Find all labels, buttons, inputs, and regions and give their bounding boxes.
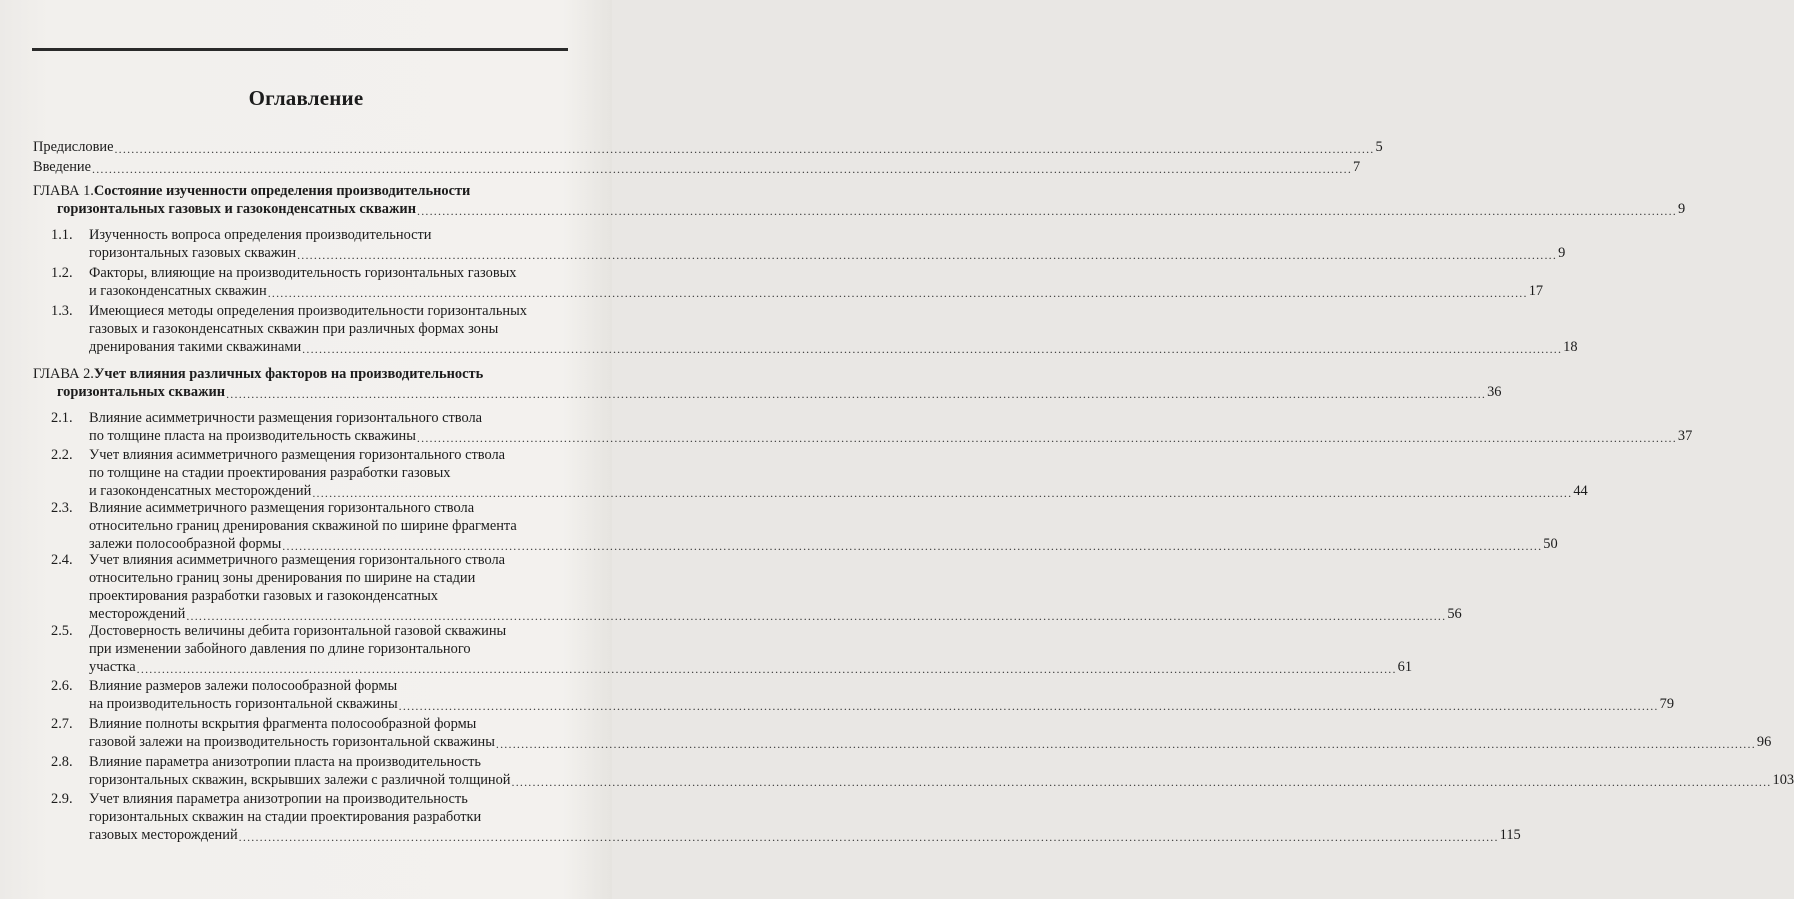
- toc-entry-link[interactable]: [89, 338, 1578, 356]
- page-number: 17: [1528, 283, 1544, 299]
- dot-leader: ............................................................................................................................................................................................................................................................................................................: [398, 699, 1659, 713]
- toc-entry-link[interactable]: [57, 200, 1686, 218]
- toc-entry-line: [33, 365, 483, 383]
- dot-leader: ............................................................................................................................................................................................................................................................................................................: [267, 286, 1528, 300]
- toc-entry-text: Влияние асимметричного размещения горизонтального ствола: [89, 500, 475, 516]
- dot-leader: ............................................................................................................................................................................................................................................................................................................: [417, 204, 1677, 218]
- toc-entry-line: [89, 677, 397, 695]
- toc-entry-text: горизонтальных скважин, вскрывших залежи с различной толщиной: [89, 772, 511, 788]
- dot-leader: ............................................................................................................................................................................................................................................................................................................: [511, 775, 1772, 789]
- dot-leader: ............................................................................................................................................................................................................................................................................................................: [416, 431, 1677, 445]
- toc-entry-line: [89, 808, 481, 826]
- toc-entry-line: [89, 551, 505, 569]
- toc-entry-text: Учет влияния асимметричного размещения горизонтального ствола: [89, 552, 506, 568]
- dot-leader: ............................................................................................................................................................................................................................................................................................................: [186, 609, 1447, 623]
- toc-entry-link[interactable]: [33, 158, 1361, 176]
- toc-entry-line: [89, 264, 516, 282]
- page-number: 18: [1563, 339, 1578, 355]
- toc-entry-link[interactable]: [89, 427, 1693, 445]
- toc-entry-link[interactable]: [89, 282, 1544, 300]
- toc-entry-line: [89, 753, 481, 771]
- toc-entry-line: [89, 464, 450, 482]
- toc-entry-text: горизонтальных скважин: [57, 384, 226, 400]
- toc-entry-text: Влияние параметра анизотропии пласта на производительность: [89, 754, 481, 770]
- toc-entry-line: [89, 409, 482, 427]
- toc-entry-text: и газоконденсатных скважин: [89, 283, 267, 299]
- toc-entry-text: дренирования такими скважинами: [89, 339, 302, 355]
- toc-entry-link[interactable]: [33, 138, 1383, 156]
- toc-entry-text: Учет влияния различных факторов на производительность: [93, 366, 484, 382]
- toc-entry-text: горизонтальных газовых скважин: [89, 245, 297, 261]
- toc-entry-line: [89, 499, 474, 517]
- page-number: 103: [1772, 772, 1794, 788]
- toc-entry-text: горизонтальных газовых и газоконденсатных скважин: [57, 201, 416, 217]
- toc-section-number: 2.9.: [51, 791, 73, 807]
- dot-leader: ............................................................................................................................................................................................................................................................................................................: [495, 737, 1756, 751]
- toc-entry-text: по толщине на стадии проектирования разработки газовых: [89, 465, 451, 481]
- toc-section-number: 1.1.: [51, 227, 73, 243]
- toc-entry-line: [89, 569, 475, 587]
- toc-entry-text: Предисловие: [33, 139, 114, 155]
- toc-entry-text: участка: [89, 659, 136, 675]
- page-number: 96: [1756, 734, 1772, 750]
- page-number: 36: [1487, 384, 1502, 400]
- page-number: 9: [1678, 201, 1686, 217]
- toc-entry-line: [89, 715, 476, 733]
- toc-section-number: 2.7.: [51, 716, 73, 732]
- page-number: 9: [1558, 245, 1566, 261]
- toc-entry-text: проектирования разработки газовых и газоконденсатных: [89, 588, 438, 604]
- toc-entry-line: [89, 517, 517, 535]
- toc-entry-text: и газоконденсатных месторождений: [89, 483, 312, 499]
- toc-section-number: 2.6.: [51, 678, 73, 694]
- dot-leader: ............................................................................................................................................................................................................................................................................................................: [238, 830, 1499, 844]
- dot-leader: ............................................................................................................................................................................................................................................................................................................: [114, 142, 1375, 156]
- page-number: 50: [1543, 536, 1558, 552]
- dot-leader: ............................................................................................................................................................................................................................................................................................................: [92, 162, 1353, 176]
- page-number: 5: [1375, 139, 1383, 155]
- page-number: 79: [1659, 696, 1675, 712]
- toc-entry-text: горизонтальных скважин на стадии проектирования разработки: [89, 809, 482, 825]
- toc-entry-line: [89, 226, 432, 244]
- dot-leader: ............................................................................................................................................................................................................................................................................................................: [136, 662, 1397, 676]
- dot-leader: ............................................................................................................................................................................................................................................................................................................: [302, 342, 1563, 356]
- toc-entry-link[interactable]: [89, 733, 1772, 751]
- toc-section-number: 2.3.: [51, 500, 73, 516]
- toc-entry-text: по толщине пласта на производительность скважины: [89, 428, 416, 444]
- toc-entry-text: Состояние изученности определения производительности: [93, 183, 471, 199]
- page-number: 37: [1677, 428, 1693, 444]
- page-number: 115: [1499, 827, 1521, 843]
- chapter-prefix: ГЛАВА 1.: [33, 183, 94, 199]
- toc-section-number: 1.2.: [51, 265, 73, 281]
- toc-entry-line: [33, 182, 470, 200]
- toc-entry-text: на производительность горизонтальной скважины: [89, 696, 398, 712]
- toc-entry-link[interactable]: [89, 658, 1413, 676]
- toc-entry-link[interactable]: [89, 244, 1566, 262]
- toc-entry-text: Влияние полноты вскрытия фрагмента полосообразной формы: [89, 716, 477, 732]
- toc-entry-link[interactable]: [89, 482, 1588, 500]
- toc-entry-line: [89, 302, 527, 320]
- toc-entry-line: [89, 446, 505, 464]
- toc-entry-link[interactable]: [57, 383, 1502, 401]
- toc-entry-text: относительно границ дренирования скважиной по ширине фрагмента: [89, 518, 517, 534]
- toc-entry-link[interactable]: [89, 826, 1521, 844]
- toc-entry-line: [89, 622, 506, 640]
- toc-section-number: 2.8.: [51, 754, 73, 770]
- toc-entry-text: Учет влияния параметра анизотропии на производительность: [89, 791, 468, 807]
- toc-section-number: 2.5.: [51, 623, 73, 639]
- toc-section-number: 2.1.: [51, 410, 73, 426]
- dot-leader: ............................................................................................................................................................................................................................................................................................................: [312, 486, 1573, 500]
- page-number: 7: [1353, 159, 1361, 175]
- toc-entry-text: при изменении забойного давления по длине горизонтального: [89, 641, 471, 657]
- toc-section-number: 2.4.: [51, 552, 73, 568]
- toc-entry-line: [89, 790, 468, 808]
- toc-entry-text: газовой залежи на производительность горизонтальной скважины: [89, 734, 495, 750]
- dot-leader: ............................................................................................................................................................................................................................................................................................................: [226, 387, 1487, 401]
- toc-section-number: 2.2.: [51, 447, 73, 463]
- toc-entry-line: [89, 587, 438, 605]
- page-number: 44: [1573, 483, 1588, 499]
- toc-entry-link[interactable]: [89, 605, 1462, 623]
- toc-entry-text: Введение: [33, 159, 92, 175]
- toc-entry-text: Изученность вопроса определения производительности: [89, 227, 432, 243]
- toc-entry-line: [89, 320, 498, 338]
- toc-entry-text: Факторы, влияющие на производительность горизонтальных газовых: [89, 265, 517, 281]
- toc-entry-text: газовых и газоконденсатных скважин при различных формах зоны: [89, 321, 499, 337]
- toc-entry-text: Имеющиеся методы определения производительности горизонтальных: [89, 303, 527, 319]
- toc-entry-text: залежи полосообразной формы: [89, 536, 282, 552]
- toc-entry-text: Влияние асимметричности размещения горизонтального ствола: [89, 410, 483, 426]
- toc-section-number: 1.3.: [51, 303, 73, 319]
- page-number: 56: [1447, 606, 1462, 622]
- toc-entry-text: газовых месторождений: [89, 827, 238, 843]
- dot-leader: ............................................................................................................................................................................................................................................................................................................: [282, 539, 1543, 553]
- toc-entry-link[interactable]: [89, 695, 1675, 713]
- toc-entry-line: [89, 640, 471, 658]
- chapter-prefix: ГЛАВА 2.: [33, 366, 94, 382]
- toc-entry-link[interactable]: [89, 771, 1794, 789]
- toc-entry-text: Учет влияния асимметричного размещения горизонтального ствола: [89, 447, 506, 463]
- dot-leader: ............................................................................................................................................................................................................................................................................................................: [297, 248, 1558, 262]
- toc-entry-text: Достоверность величины дебита горизонтальной газовой скважины: [89, 623, 507, 639]
- page-title: Оглавление: [248, 86, 364, 110]
- toc-entry-text: месторождений: [89, 606, 186, 622]
- toc-entry-text: относительно границ зоны дренирования по ширине на стадии: [89, 570, 476, 586]
- page-number: 61: [1397, 659, 1413, 675]
- toc-entry-text: Влияние размеров залежи полосообразной формы: [89, 678, 398, 694]
